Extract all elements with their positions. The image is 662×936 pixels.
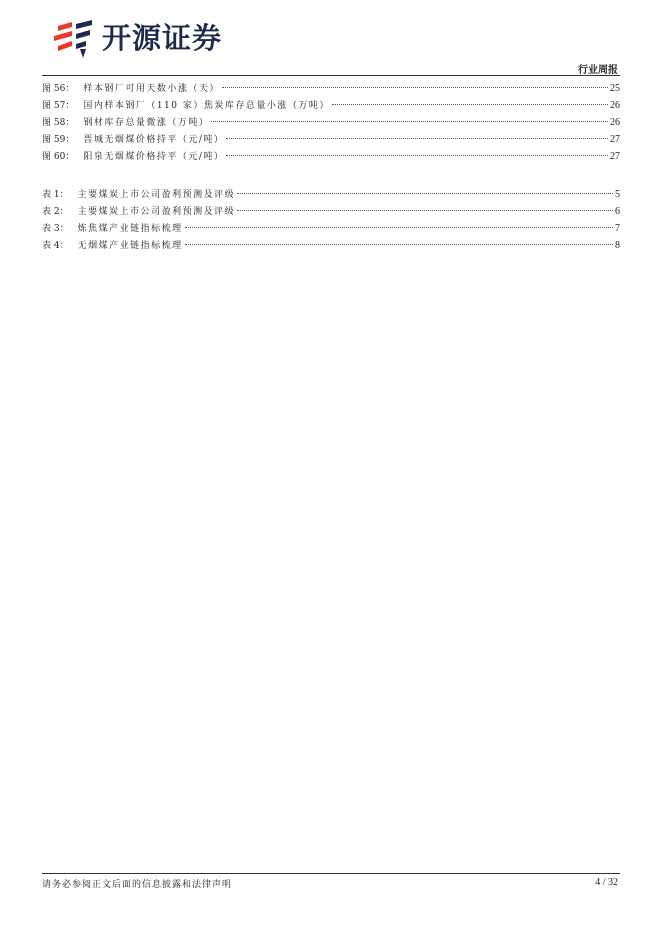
entry-number: 图 58： bbox=[42, 118, 75, 128]
entry-number: 表 2： bbox=[42, 207, 69, 217]
report-type: 行业周报 bbox=[578, 65, 618, 76]
dot-leader bbox=[332, 104, 608, 105]
toc-table-entry[interactable] bbox=[42, 237, 620, 254]
entry-page: 25 bbox=[610, 83, 620, 94]
dot-leader bbox=[237, 193, 613, 194]
entry-number: 表 1： bbox=[42, 190, 69, 200]
dot-leader bbox=[226, 138, 608, 139]
toc-figure-entry[interactable] bbox=[42, 148, 620, 165]
entry-page: 7 bbox=[615, 223, 620, 234]
entry-page: 8 bbox=[615, 240, 620, 251]
toc-table-entry[interactable] bbox=[42, 203, 620, 220]
entry-title: 钢材库存总量微涨（万吨） bbox=[83, 118, 210, 128]
entry-title: 样本钢厂可用天数小涨（天） bbox=[83, 84, 220, 94]
entry-title: 阳泉无烟煤价格持平（元/吨） bbox=[83, 152, 225, 162]
entry-page: 6 bbox=[615, 206, 620, 217]
dot-leader bbox=[237, 210, 613, 211]
entry-number: 图 59： bbox=[42, 135, 75, 145]
entry-number: 表 3： bbox=[42, 224, 69, 234]
brand-name: 开源证券 bbox=[102, 21, 223, 55]
entry-title: 国内样本钢厂（110 家）焦炭库存总量小涨（万吨） bbox=[83, 101, 330, 111]
entry-page: 26 bbox=[610, 117, 620, 128]
entry-title: 主要煤炭上市公司盈利预测及评级 bbox=[77, 190, 236, 200]
figure-list bbox=[42, 80, 620, 165]
entry-title: 主要煤炭上市公司盈利预测及评级 bbox=[77, 207, 236, 217]
footer-divider bbox=[42, 873, 620, 874]
entry-page: 5 bbox=[615, 189, 620, 200]
entry-number: 图 56： bbox=[42, 84, 75, 94]
dot-leader bbox=[222, 87, 608, 88]
company-logo bbox=[52, 16, 222, 60]
toc-figure-entry[interactable] bbox=[42, 131, 620, 148]
entry-number: 表 4： bbox=[42, 241, 69, 251]
footer-page-number: 4 / 32 bbox=[595, 877, 618, 888]
header-divider bbox=[42, 75, 620, 76]
table-list bbox=[42, 186, 620, 254]
entry-title: 晋城无烟煤价格持平（元/吨） bbox=[83, 135, 225, 145]
entry-number: 图 57： bbox=[42, 101, 75, 111]
dot-leader bbox=[185, 227, 613, 228]
entry-number: 图 60： bbox=[42, 152, 75, 162]
entry-page: 27 bbox=[610, 151, 620, 162]
toc-figure-entry[interactable] bbox=[42, 114, 620, 131]
footer-disclaimer: 请务必参阅正文后面的信息披露和法律声明 bbox=[42, 880, 233, 890]
entry-page: 26 bbox=[610, 100, 620, 111]
toc-figure-entry[interactable] bbox=[42, 80, 620, 97]
dot-leader bbox=[185, 244, 613, 245]
dot-leader bbox=[211, 121, 608, 122]
toc-figure-entry[interactable] bbox=[42, 97, 620, 114]
logo-mark-icon bbox=[52, 16, 96, 60]
entry-title: 无烟煤产业链指标梳理 bbox=[77, 241, 183, 251]
dot-leader bbox=[226, 155, 608, 156]
entry-title: 炼焦煤产业链指标梳理 bbox=[77, 224, 183, 234]
toc-table-entry[interactable] bbox=[42, 220, 620, 237]
entry-page: 27 bbox=[610, 134, 620, 145]
toc-table-entry[interactable] bbox=[42, 186, 620, 203]
